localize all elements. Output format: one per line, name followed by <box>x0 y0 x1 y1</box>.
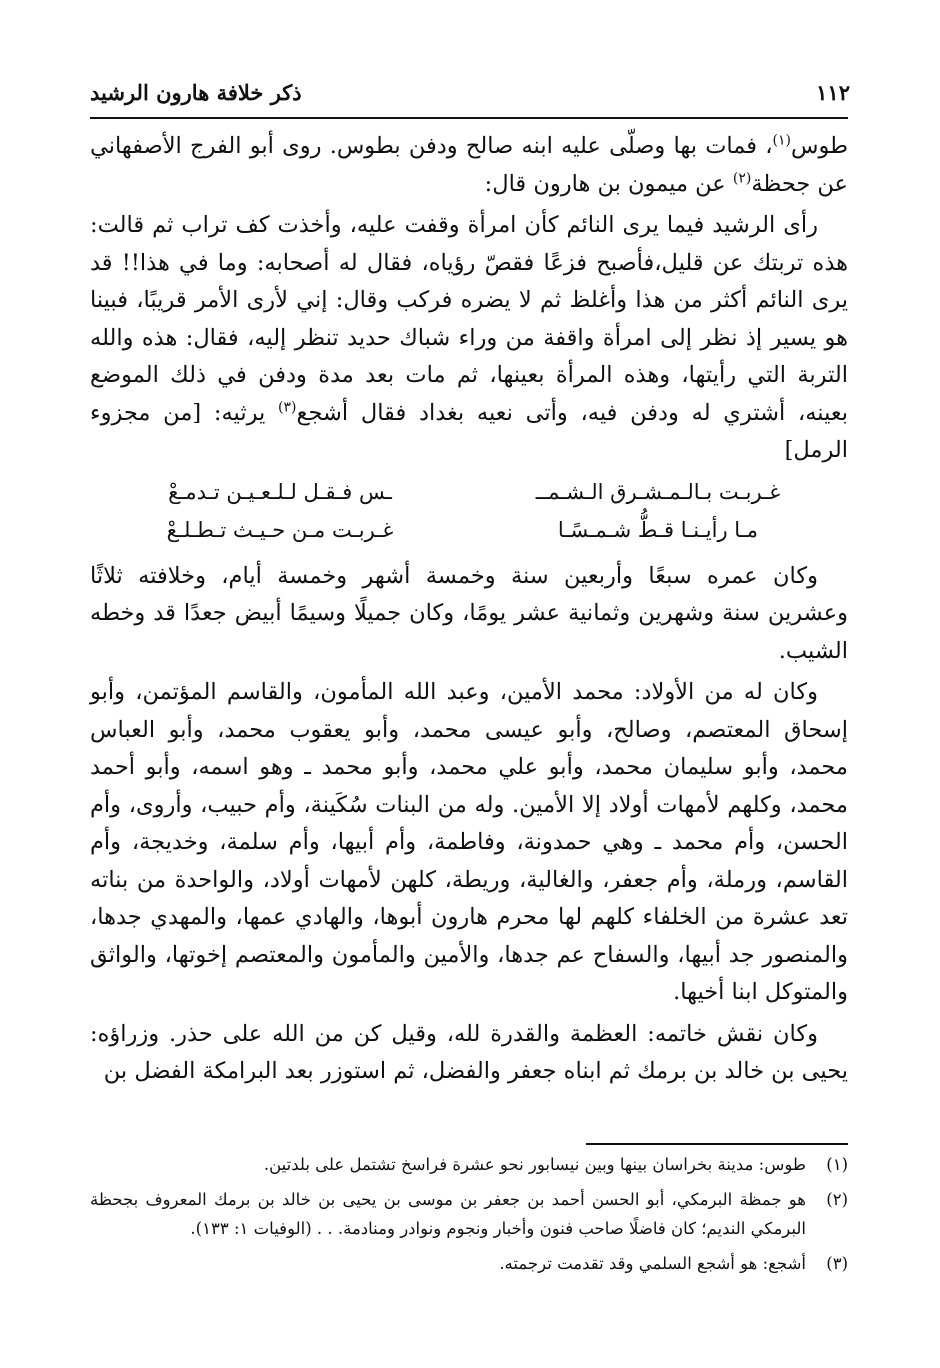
paragraph-5: وكان نقش خاتمه: العظمة والقدرة لله، وقيل كن من الله على حذر. وزراؤه: يحيى بن خالد بن برمك ثم ابناه جعفر والفضل، ثم استوزر بعد البرامكة الفضل بن <box>90 1020 848 1084</box>
footnote-ref-3: (٣) <box>278 399 297 415</box>
footnote-ref-1: (١) <box>772 132 791 149</box>
paragraph-1 <box>90 128 848 203</box>
poem-verse-2 <box>90 512 848 550</box>
footnote-1 <box>90 1150 848 1179</box>
footnote-rule <box>586 1143 848 1145</box>
main-text <box>90 128 848 1091</box>
poem <box>90 474 848 550</box>
poem-verse-1 <box>90 474 848 512</box>
footnote-2 <box>90 1185 848 1243</box>
footnote-number: (٣) <box>826 1254 848 1273</box>
footnote-text: هو جمظة البرمكي، أبو الحسن أحمد بن جعفر بن موسى بن يحيى بن خالد بن برمك المعروف بجحظة البرمكي النديم؛ كان فاضلًا صاحب فنون وأخبار ونجوم ونوادر ومنادمة. . . (الوفيات ١: ١٣٣). <box>90 1190 806 1238</box>
verse-2-first-hemistich: مـا رأيـنـا قـطُّ شـمـسًـا <box>557 517 759 542</box>
footnote-3 <box>90 1249 848 1278</box>
verse-1-first-hemistich: غـربـت بـالـمـشـرق الـشـمــ <box>535 479 781 504</box>
verse-1-second-hemistich: ـس فـقـل لـلـعـيـن تـدمـعْ <box>168 479 392 504</box>
text-span: رأى الرشيد فيما يرى النائم كأن امرأة وقفت عليه، وأخذت كف تراب ثم قالت: هذه تربتك عن قليل،فأصبح فزعًا فقصّ رؤياه، فقال له أصحابه: وما في هذا!! قد يرى النائم أكثر من هذا وأغلظ ثم لا يضره فركب وقال: إني لأرى الأمر قريبًا، فبينا هو يسير إذ نظر إلى امرأة واقفة من وراء شباك حديد تنظر إليه، فقال: هذه والله التربة التي رأيتها، وهذه المرأة بعينها، ثم مات بعد مدة ودفن في ذلك الموضع بعينه، أشتري له ودفن فيه، وأتى نعيه بغداد فقال أشجع <box>90 212 848 426</box>
footnote-text: أشجع: هو أشجع السلمي وقد تقدمت ترجمته. <box>499 1254 806 1273</box>
running-header <box>90 72 850 112</box>
text-span: ، فمات بها وصلّى عليه ابنه صالح ودفن بطوس. روى أبو الفرج الأصفهاني عن جحظة <box>90 133 848 197</box>
paragraph-2 <box>90 207 848 470</box>
page-number: ١١٢ <box>816 79 850 105</box>
paragraph-4: وكان له من الأولاد: محمد الأمين، وعبد الله المأمون، والقاسم المؤتمن، وأبو إسحاق المعتصم، وصالح، وأبو عيسى محمد، وأبو يعقوب محمد، وأبو العباس محمد، وأبو سليمان محمد، وأبو علي محمد، وأبو محمد ـ وهو اسمه، وأبو أحمد محمد، وكلهم لأمهات أولاد إلا الأمين. وله من البنات سُكَينة، وأم حبيب، وأروى، وأم الحسن، وأم محمد ـ وهي حمدونة، وفاطمة، وأم أبيها، وأم سلمة، وخديجة، وأم القاسم، ورملة، وأم جعفر، والغالية، وريطة، كلهن لأمهات أولاد، والواحدة من بناته تعد عشرة من الخلفاء كلهم لها محرم هارون أبوها، والهادي عمها، والمهدي جدها، والمنصور جد أبيها، والسفاح عم جدها، والأمين والمأمون والمعتصم إخوتها، والواثق والمتوكل ابنا أخيها. <box>90 679 848 1005</box>
text-span: عن ميمون بن هارون قال: <box>484 170 733 197</box>
text-span: طوس <box>791 133 848 159</box>
footnote-ref-2: (٢) <box>732 170 752 186</box>
footnote-number: (١) <box>826 1155 848 1174</box>
footnote-number: (٢) <box>826 1190 848 1209</box>
footnote-text: طوس: مدينة بخراسان بينها وبين نيسابور نحو عشرة فراسخ تشتمل على بلدتين. <box>263 1155 806 1174</box>
footnotes <box>90 1150 848 1284</box>
running-title: ذكر خلافة هارون الرشيد <box>90 79 302 105</box>
verse-2-second-hemistich: غـربـت مـن حـيـث تـطـلـعْ <box>166 517 394 542</box>
paragraph-3: وكان عمره سبعًا وأربعين سنة وخمسة أشهر وخمسة أيام، وخلافته ثلاثًا وعشرين سنة وشهرين وثمانية عشر يومًا، وكان جميلًا وسيمًا أبيض جعدًا قد وخطه الشيب. <box>90 562 848 664</box>
header-rule <box>90 117 848 119</box>
text-span: يرثيه: [من مجزوء الرمل] <box>90 399 848 463</box>
